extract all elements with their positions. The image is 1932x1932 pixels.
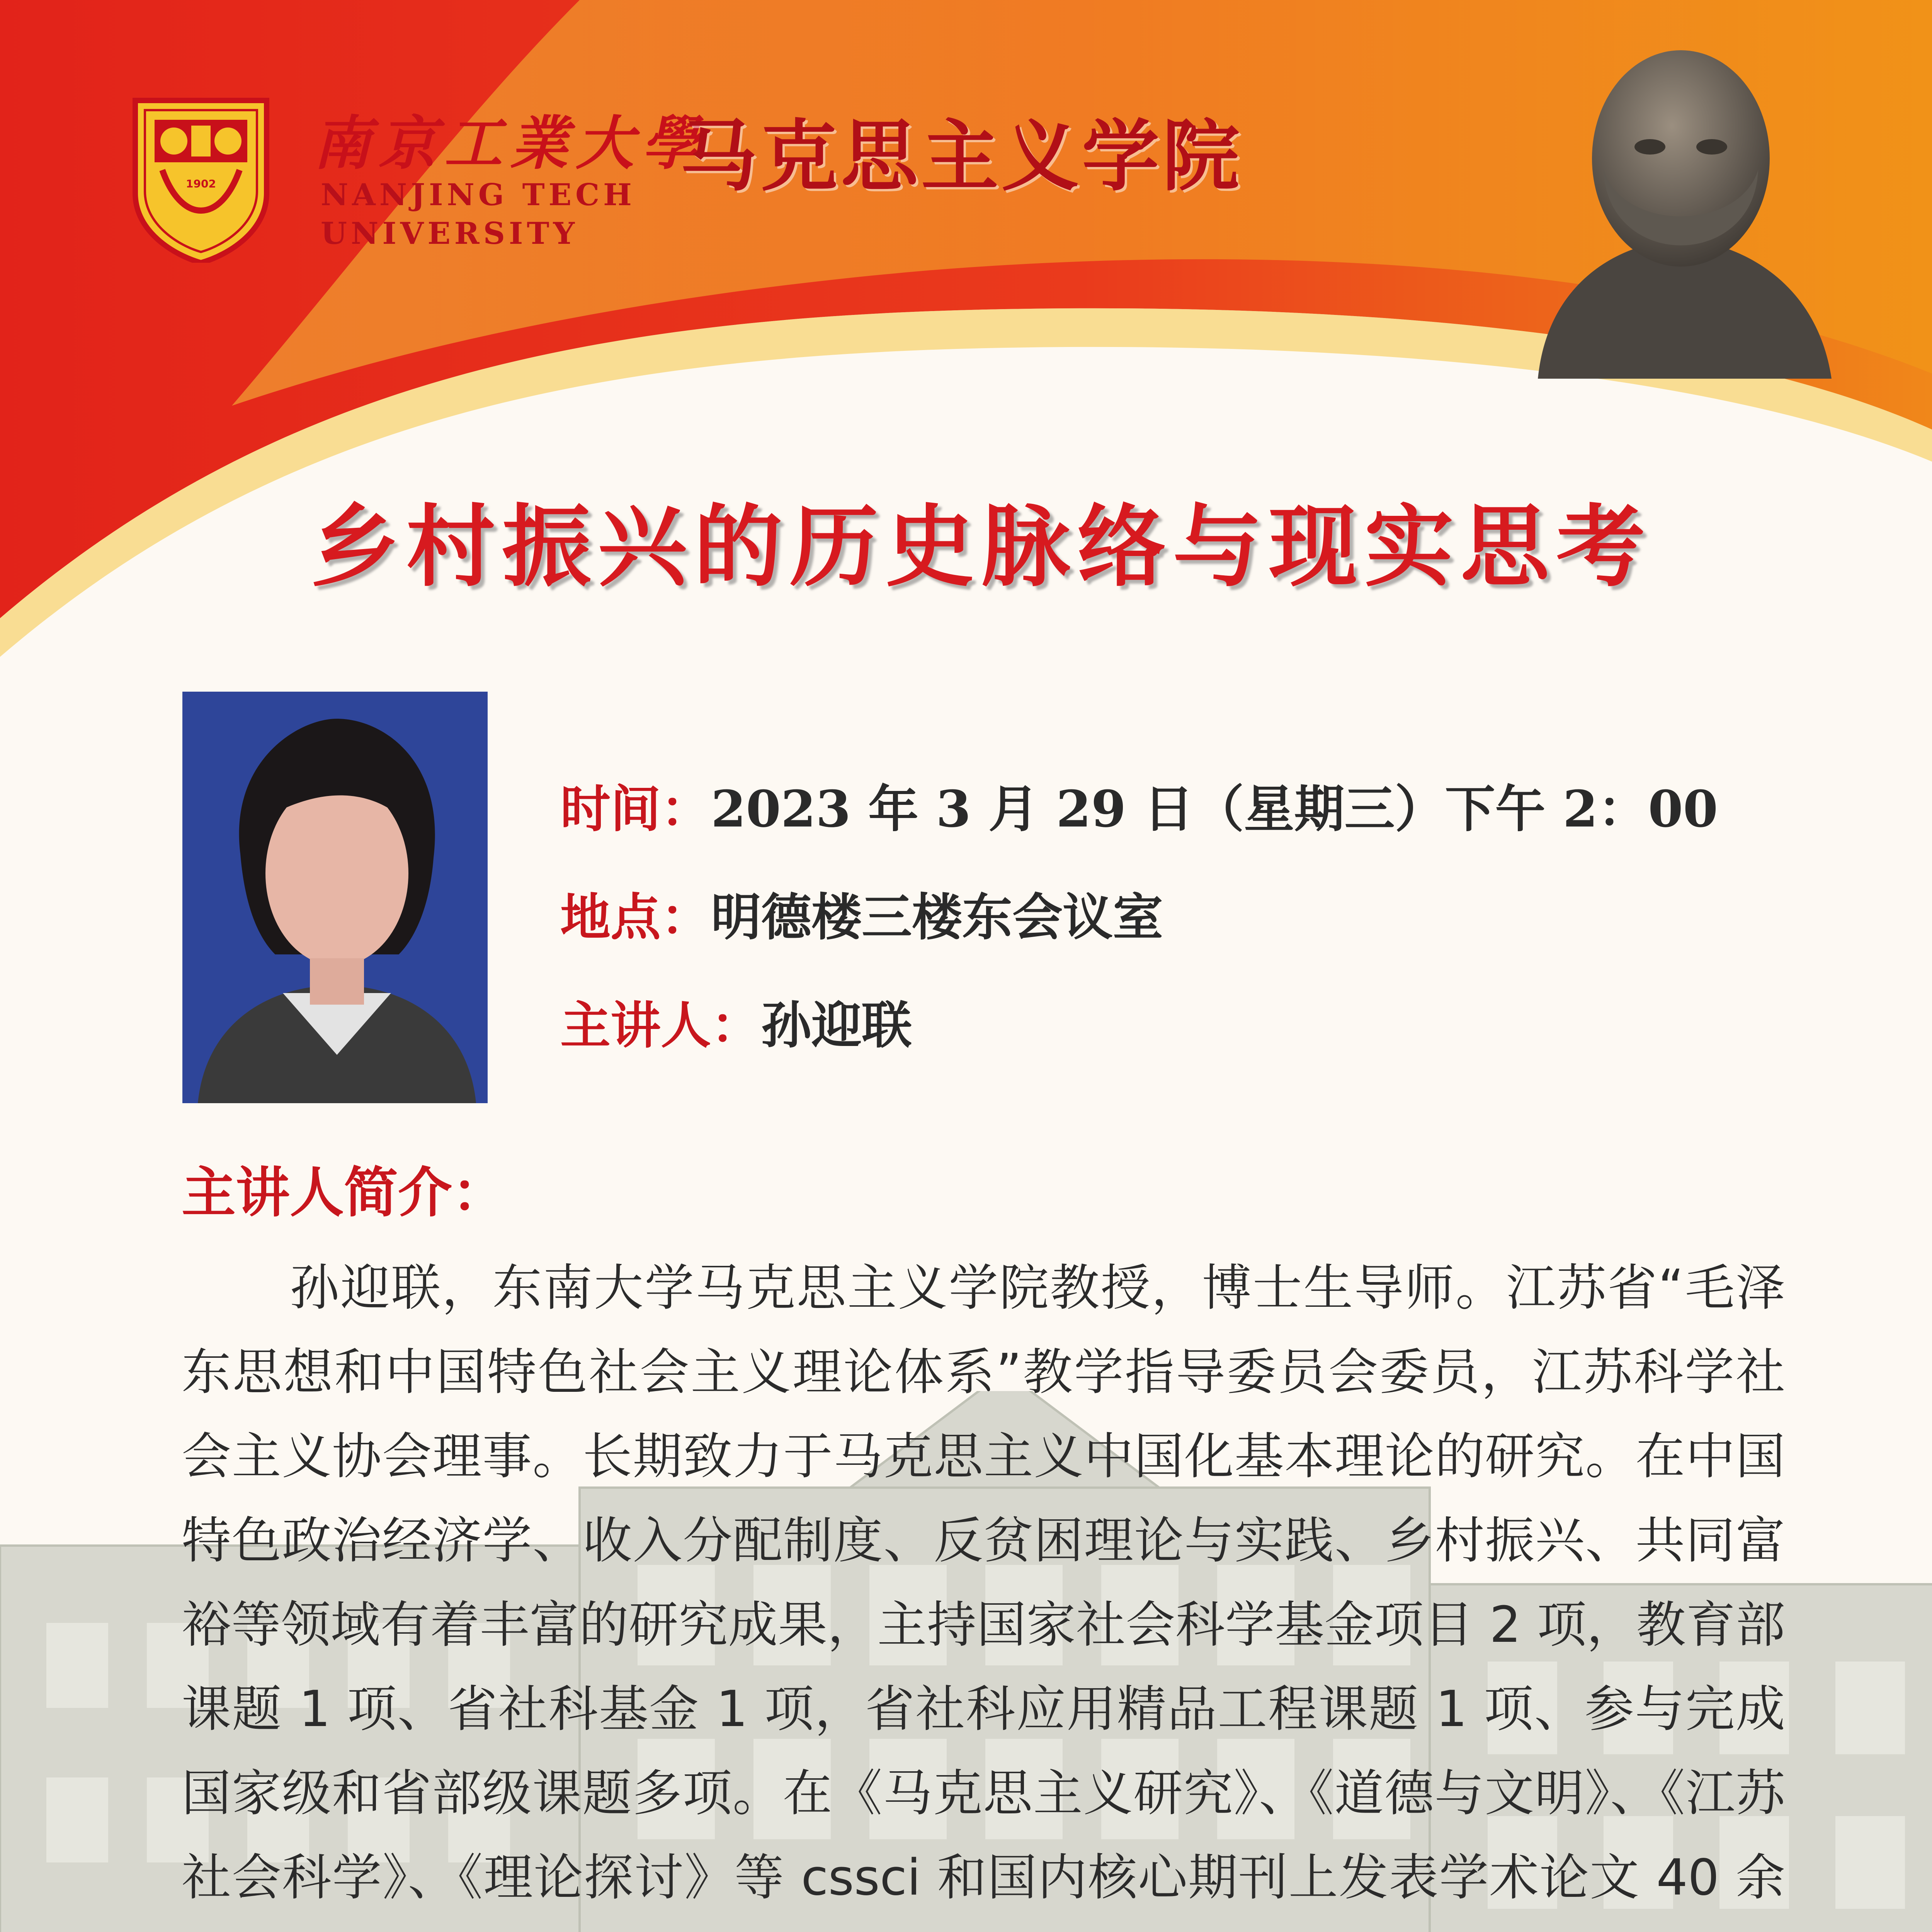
svg-text:1902: 1902 [186,177,216,190]
university-logo [128,93,274,263]
speaker-photo [182,692,488,1103]
university-name-en-line1: NANJING TECH [321,177,636,213]
info-place [560,877,1163,949]
time-label: 时间： [560,779,711,838]
speaker-label: 主讲人： [560,996,762,1055]
bio-paragraph: 孙迎联，东南大学马克思主义学院教授，博士生导师。江苏省“毛泽东思想和中国特色社会主义理论体系”教学指导委员会委员，江苏科学社会主义协会理事。长期致力于马克思主义中国化基本理论的研究。在中国特色政治经济学、收入分配制度、反贫困理论与实践、乡村振兴、共同富裕等领域有着丰富的研究成果，主持国家社会科学基金项目 2 项，教育部课题 1 项、省社科基金 1 项，省社科应用精品工程课题 1 项、参与完成国家级和省部级课题多项。在《马克思主义研究》、《道德与文明》、《江苏社会科学》、《理论探讨》等 cssci 和国内核心期刊上发表学术论文 40 余 [182,1259,1785,1906]
place-label: 地点： [560,888,711,947]
bio-heading: 主讲人简介： [182,1161,507,1225]
place-value: 明德楼三楼东会议室 [711,888,1163,947]
marx-bust-image [1522,31,1839,379]
university-name-en [321,176,636,253]
time-value: 2023 年 3 月 29 日（星期三）下午 2：00 [711,779,1718,838]
speaker-value: 孙迎联 [761,996,912,1055]
school-name: 马克思主义学院 [680,112,1243,202]
info-time [560,769,1718,841]
university-name-cn: 南京工業大學 [313,109,707,177]
university-name-en-line2: UNIVERSITY [321,216,579,251]
lecture-title: 乡村振兴的历史脉络与现实思考 [310,495,1652,599]
info-speaker [560,985,912,1058]
